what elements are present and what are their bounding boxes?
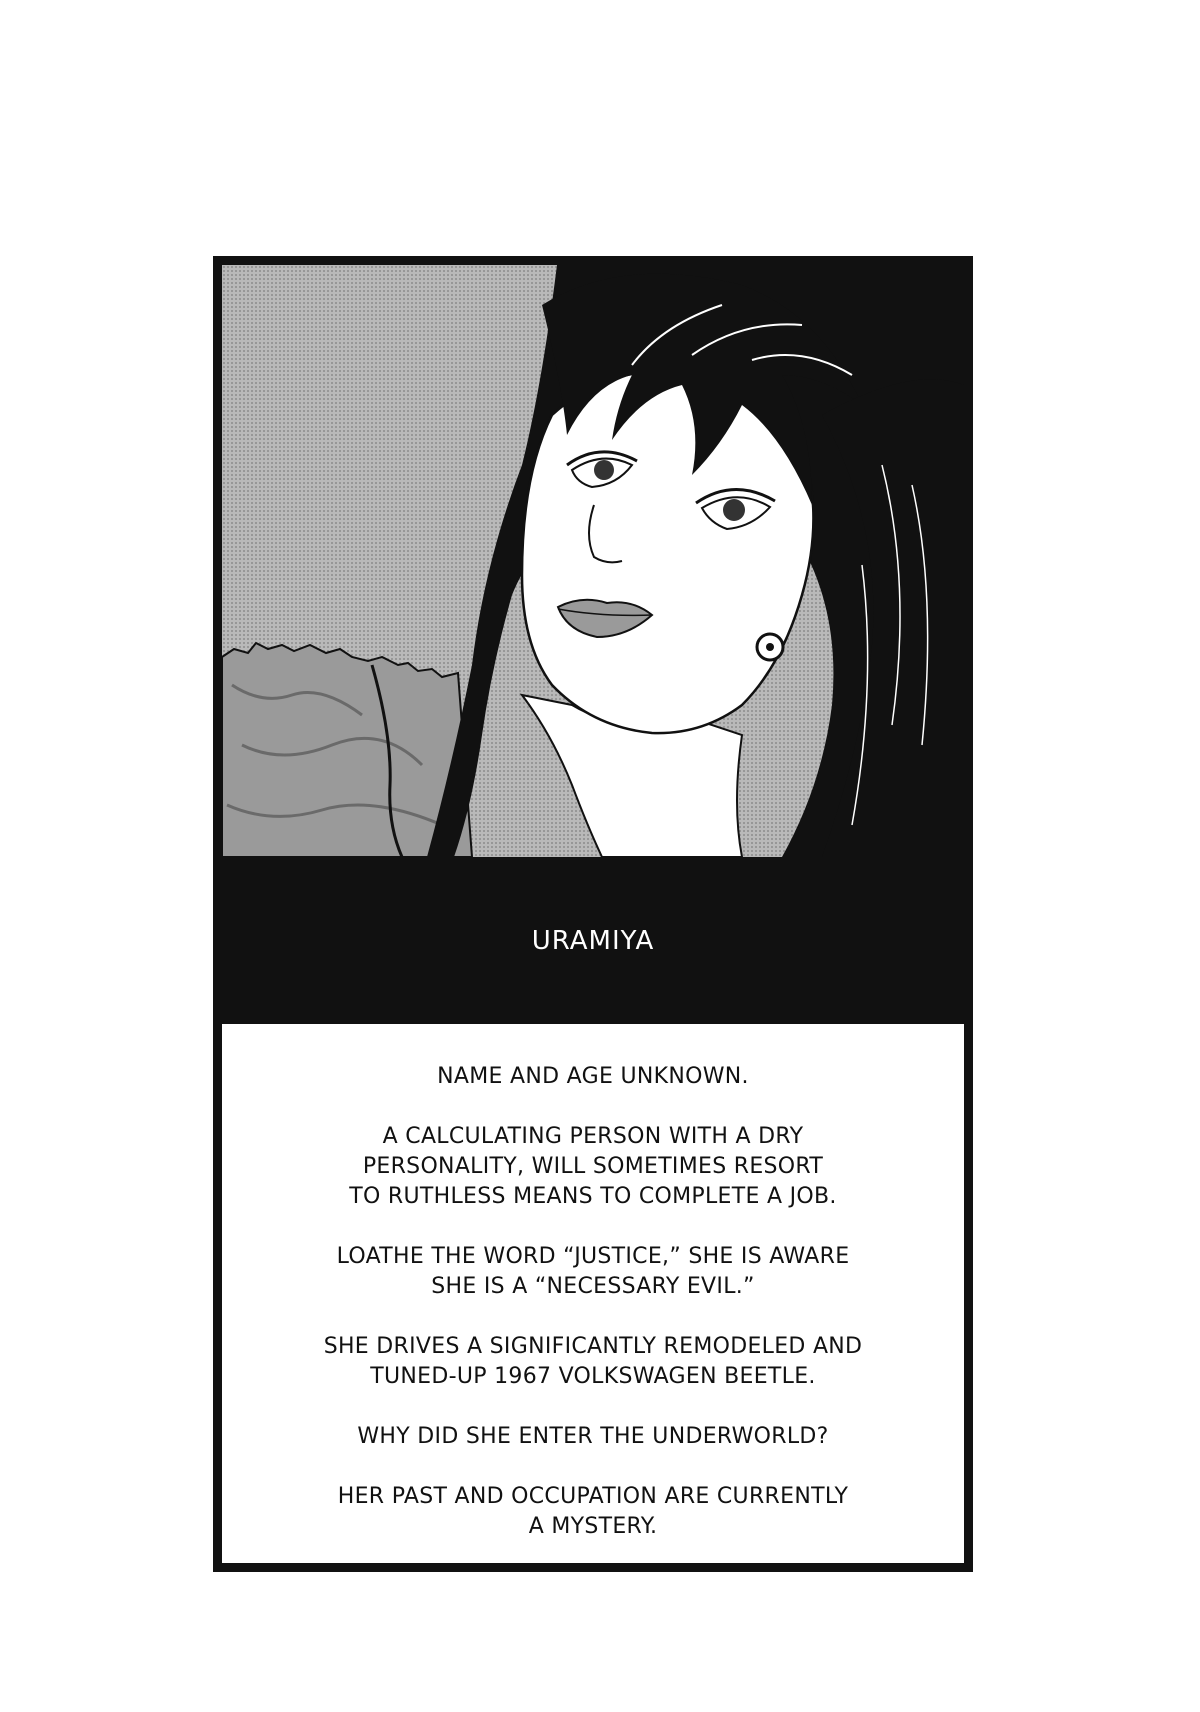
- bio-line: LOATHE THE WORD “JUSTICE,” SHE IS AWARE: [336, 1244, 850, 1269]
- character-name: URAMIYA: [531, 925, 655, 956]
- character-profile-card: [213, 256, 973, 1572]
- bio-line: WHY DID SHE ENTER THE UNDERWORLD?: [357, 1424, 829, 1449]
- character-portrait: [222, 265, 964, 857]
- bio-paragraph: [222, 1062, 964, 1092]
- bio-paragraph: [222, 1482, 964, 1542]
- portrait-illustration: [222, 265, 964, 857]
- bio-paragraph: [222, 1122, 964, 1212]
- bio-line: HER PAST AND OCCUPATION ARE CURRENTLY: [337, 1484, 849, 1509]
- bio-paragraph: [222, 1332, 964, 1392]
- character-bio: [222, 1024, 964, 1563]
- bio-line: TUNED-UP 1967 VOLKSWAGEN BEETLE.: [370, 1364, 816, 1389]
- bio-line: PERSONALITY, WILL SOMETIMES RESORT: [362, 1154, 824, 1179]
- bio-paragraph: [222, 1242, 964, 1302]
- bio-line: SHE IS A “NECESSARY EVIL.”: [431, 1274, 755, 1299]
- name-banner: [222, 857, 964, 1024]
- textured-rock: [222, 643, 472, 857]
- bio-paragraph: [222, 1422, 964, 1452]
- bio-line: A CALCULATING PERSON WITH A DRY: [382, 1124, 804, 1149]
- bio-line: NAME AND AGE UNKNOWN.: [437, 1064, 749, 1089]
- bio-line: SHE DRIVES A SIGNIFICANTLY REMODELED AND: [323, 1334, 863, 1359]
- bio-line: TO RUTHLESS MEANS TO COMPLETE A JOB.: [349, 1184, 837, 1209]
- bio-line: A MYSTERY.: [528, 1514, 658, 1539]
